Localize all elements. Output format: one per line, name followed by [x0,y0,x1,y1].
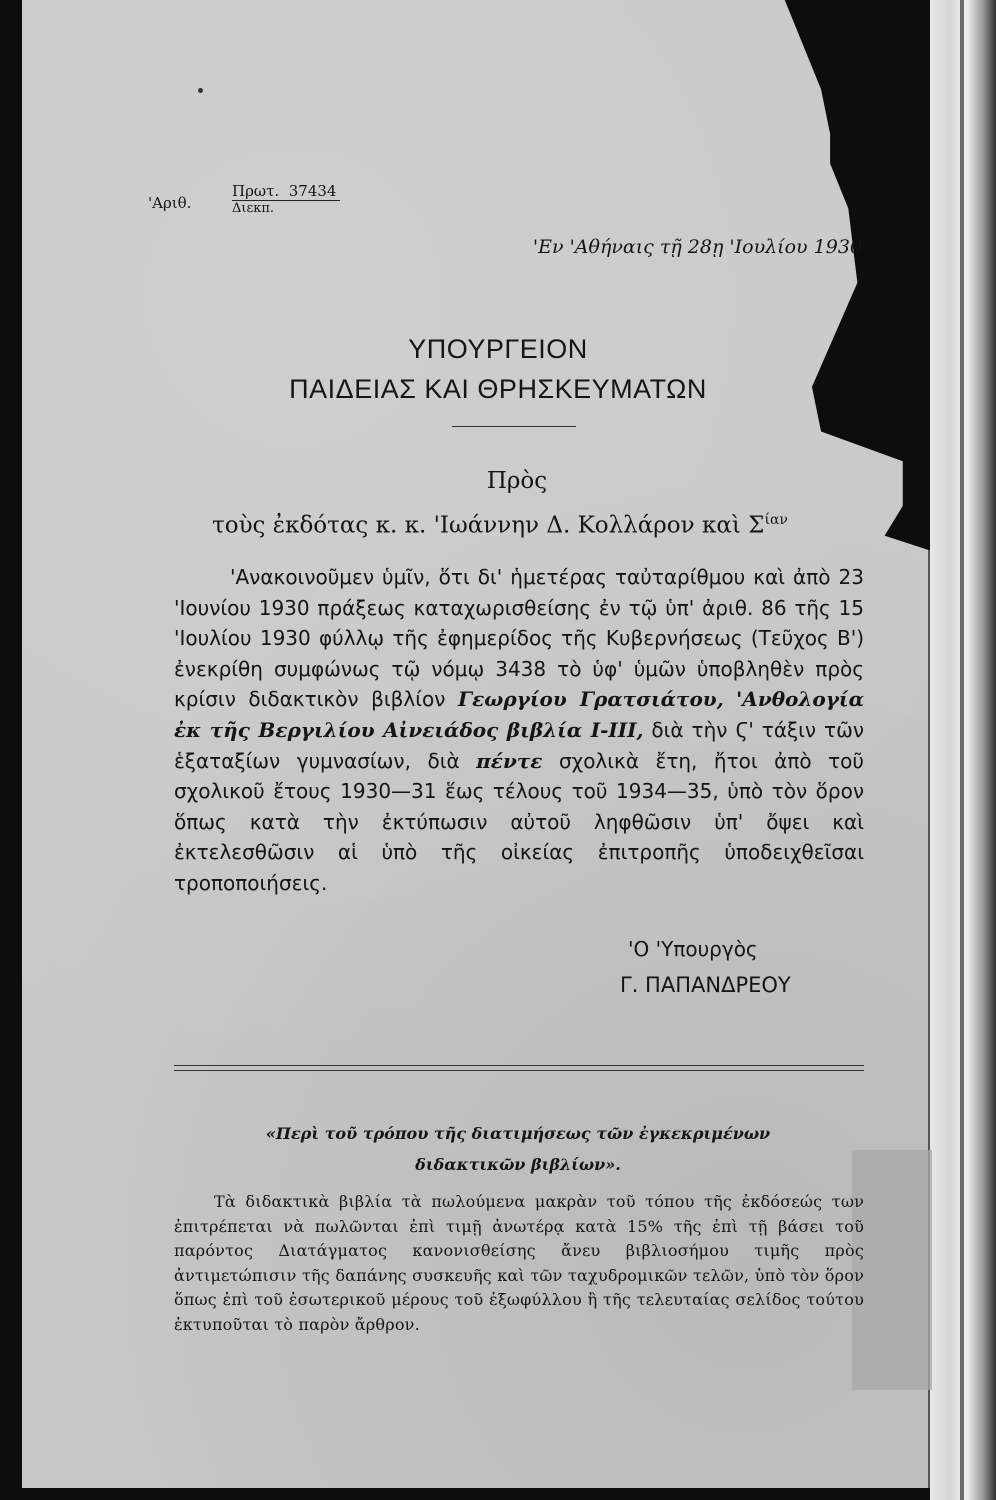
signature-name: Γ. ΠΑΠΑΝΔΡΕΟΥ [620,973,791,997]
signature-title: 'Ο 'Υπουργὸς [628,937,758,961]
date-line: 'Εν 'Αθήναις τῇ 28ῃ 'Ιουλίου 1930 [532,236,862,258]
spine-edge [960,0,964,1500]
prot-label: Πρωτ. [232,182,280,200]
addressee-text: τοὺς ἐκδότας κ. κ. 'Ιωάννην Δ. Κολλάρον καὶ Σ [212,512,765,539]
addressee [212,512,788,539]
ministry-title-line2: ΠΑΙΔΕΙΑΣ ΚΑΙ ΘΡΗΣΚΕΥΜΑΤΩΝ [289,374,707,404]
scan-shadow-stripe [852,1150,932,1390]
subsection-paragraph: Τὰ διδακτικὰ βιβλία τὰ πωλούμενα μακρὰν τοῦ τόπου τῆς ἐκδόσεώς των ἐπιτρέπεται νὰ πωλῶνται ἐπὶ τιμῇ ἀνωτέρᾳ κατὰ 15% τῆς ἐπὶ τῇ βάσει τοῦ παρόντος Διατάγματος κανονισθείσης ἄνευ βιβλιοσήμου τιμῆς πρὸς ἀντιμετώπισιν τῆς δαπάνης συσκευῆς καὶ τῶν ταχυδρομικῶν τελῶν, ὑπὸ τὸν ὅρον ὅπως ἐπὶ τοῦ ἐσωτερικοῦ μέρους τοῦ ἐξωφύλλου ἢ τῆς τελευταίας σελίδος τούτου ἐκτυποῦται τὸ παρὸν ἄρθρον. [174,1192,864,1334]
addressee-superscript: ίαν [764,512,788,528]
author-name: Γεωργίου Γρατσιάτου, [457,687,724,712]
diekp-label: Διεκπ. [232,201,275,216]
body-part3: σχολικὰ ἔτη, ἤτοι ἀπὸ τοῦ σχολικοῦ ἔτους 1930—31 ἕως τέλους τοῦ 1934—35, ὑπὸ τὸν ὅρον ὅπως κατὰ τὴν ἐκτύπωσιν αὐτοῦ ληφθῶσιν ὑπ' ὄψει καὶ ἐκτελεσθῶσιν αἱ ὑπὸ τῆς οἰκείας ἐπιτροπῆς ὑποδειχθεῖσαι τροποποιήσεις. [174,748,864,895]
subsection-body [174,1190,864,1337]
years-word: πέντε [476,748,543,773]
protocol-fraction [232,182,340,216]
letter-paragraph [174,562,864,899]
subsection-title-line1: «Περὶ τοῦ τρόπου τῆς διατιμήσεως τῶν ἐγκεκριμένων [265,1124,771,1143]
ink-speck [198,88,203,93]
ministry-title-line1: ΥΠΟΥΡΓΕΙΟΝ [408,334,588,364]
protocol-numerator [232,182,340,201]
letter-body [174,562,864,899]
book-title: 'Ανθολογία ἐκ τῆς Βεργιλίου Αἰνειάδος βιβλία Ι-ΙΙΙ, [174,687,865,742]
arith-label: 'Αριθ. [148,194,192,212]
section-divider [174,1065,864,1071]
body-part1: 'Ανακοινοῦμεν ὑμῖν, ὅτι δι' ἡμετέρας ταὐταρίθμου καὶ ἀπὸ 23 'Ιουνίου 1930 πράξεως καταχωρισθείσης ἐν τῷ ὑπ' ἀριθ. 86 τῆς 15 'Ιουλίου 1930 φύλλῳ τῆς ἐφημερίδος τῆς Κυβερνήσεως (Τεῦχος Β') ἐνεκρίθη συμφώνως τῷ νόμῳ 3438 τὸ ὑφ' ὑμῶν ὑποβληθὲν πρὸς κρίσιν διδακτικὸν βιβλίον [174,565,864,712]
title-rule [452,426,576,427]
subsection-title-line2: διδακτικῶν βιβλίων». [415,1155,621,1174]
prot-number: 37434 [288,182,337,200]
body-part2: διὰ τὴν Ϛ' τάξιν τῶν ἑξαταξίων γυμνασίων, διὰ [174,717,865,773]
salutation: Πρὸς [486,468,548,494]
